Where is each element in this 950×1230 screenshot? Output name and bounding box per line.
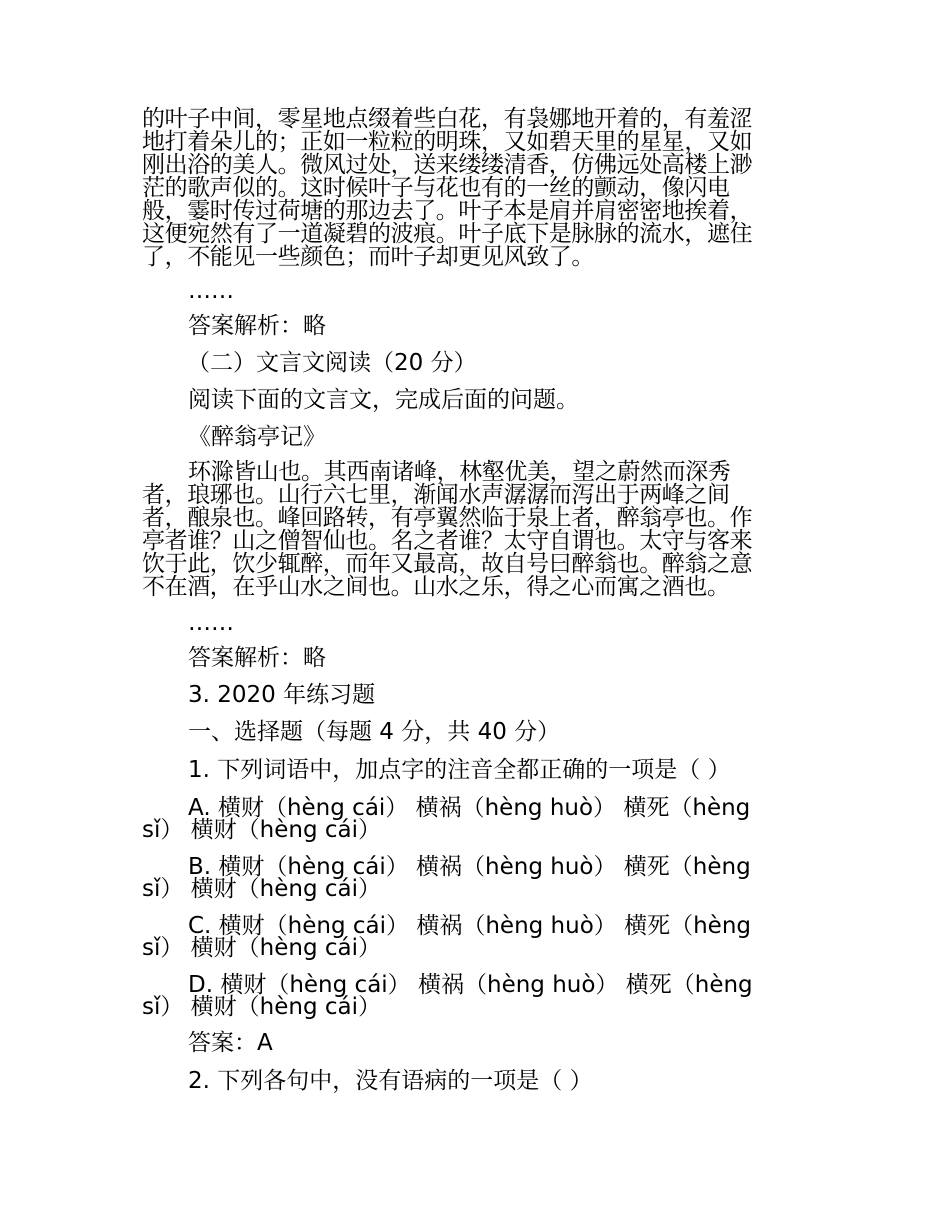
option-d-line1: D. 横财（hèng cái） 横祸（hèng huò） 横死（hèng: [188, 972, 753, 998]
text-line: 般，霎时传过荷塘的那边去了。叶子本是肩并肩密密地挨着，: [142, 198, 753, 224]
text-line: 了，不能见一些颜色；而叶子却更见风致了。: [142, 244, 595, 270]
text-line: 茫的歌声似的。这时候叶子与花也有的一丝的颤动，像闪电: [142, 175, 730, 201]
question-2: 2. 下列各句中，没有语病的一项是（ ）: [188, 1068, 593, 1094]
section-heading: （二）文言文阅读（20 分）: [187, 350, 477, 376]
text-line: 亭者谁？山之僧智仙也。名之者谁？太守自谓也。太守与客来: [142, 528, 753, 554]
passage-two: [142, 461, 812, 599]
passage-one: [142, 108, 812, 269]
text-line: 者，酿泉也。峰回路转，有亭翼然临于泉上者，醉翁亭也。作: [142, 505, 753, 531]
option-b-line2: sǐ） 横财（hèng cái）: [142, 876, 382, 902]
text-line: 地打着朵儿的；正如一粒粒的明珠，又如碧天里的星星，又如: [142, 129, 753, 155]
text-line: 饮于此，饮少辄醉，而年又最高，故自号曰醉翁也。醉翁之意: [142, 551, 753, 577]
section-heading: 3. 2020 年练习题: [188, 682, 376, 708]
answer-analysis: 答案解析：略: [188, 313, 326, 339]
option-b-line1: B. 横财（hèng cái） 横祸（hèng huò） 横死（hèng: [188, 854, 751, 880]
answer-analysis: 答案解析：略: [188, 645, 326, 671]
question-1: 1. 下列词语中，加点字的注音全都正确的一项是（ ）: [188, 757, 731, 783]
text-line: 不在酒，在乎山水之间也。山水之乐，得之心而寓之酒也。: [142, 574, 730, 600]
option-d-line2: sǐ） 横财（hèng cái）: [142, 994, 382, 1020]
option-c-line1: C. 横财（hèng cái） 横祸（hèng huò） 横死（hèng: [188, 913, 751, 939]
text-line: 刚出浴的美人。微风过处，送来缕缕清香，仿佛远处高楼上渺: [142, 152, 753, 178]
answer: 答案：A: [188, 1030, 273, 1056]
text-line: 这便宛然有了一道凝碧的波痕。叶子底下是脉脉的流水，遮住: [142, 221, 753, 247]
passage-title: 《醉翁亭记》: [188, 424, 326, 450]
section-subheading: 一、选择题（每题 4 分，共 40 分）: [188, 719, 561, 745]
text-line: 者，琅琊也。山行六七里，渐闻水声潺潺而泻出于两峰之间: [142, 482, 730, 508]
text-line: 的叶子中间，零星地点缀着些白花，有袅娜地开着的，有羞涩: [142, 106, 753, 132]
option-a-line1: A. 横财（hèng cái） 横祸（hèng huò） 横死（hèng: [188, 795, 751, 821]
option-a-line2: sǐ） 横财（hèng cái）: [142, 817, 382, 843]
option-c-line2: sǐ） 横财（hèng cái）: [142, 935, 382, 961]
instruction: 阅读下面的文言文，完成后面的问题。: [188, 387, 579, 413]
text-line: 环滁皆山也。其西南诸峰，林壑优美，望之蔚然而深秀: [188, 459, 731, 485]
ellipsis: ……: [188, 278, 234, 304]
ellipsis: ……: [188, 610, 234, 636]
